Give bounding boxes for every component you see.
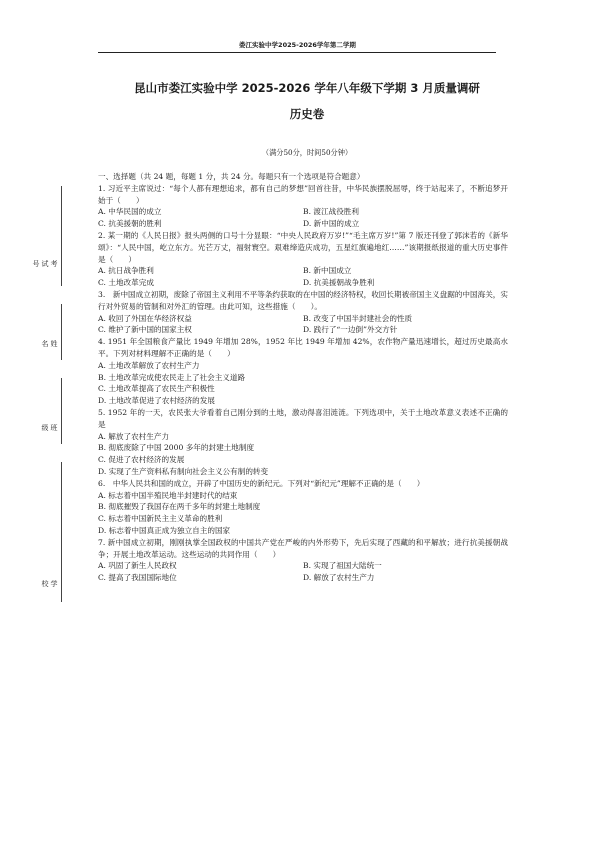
question-5 xyxy=(98,407,508,478)
option-c[interactable]: C. 抗美援朝的胜利 xyxy=(98,219,162,229)
exam-title: 昆山市娄江实验中学 2025-2026 学年八年级下学期 3 月质量调研 xyxy=(134,81,480,95)
option-a[interactable]: A. 巩固了新生人民政权 xyxy=(98,561,177,571)
question-options xyxy=(98,265,508,289)
question-2 xyxy=(98,230,508,289)
option-c[interactable]: C. 提高了我国国际地位 xyxy=(98,573,177,583)
question-stem: 7. 新中国成立初期，刚刚执掌全国政权的中国共产党在严峻的内外形势下，先后实现了西藏的和平解放；进行抗美援朝战争；开展土地改革运动。这些运动的共同作用（ ） xyxy=(98,537,508,559)
question-stem: 5. 1952 年的一天，农民张大爷看着自己刚分到的土地，激动得喜泪涟涟。下列选项中，关于土地改革意义表述不正确的是 xyxy=(98,407,508,429)
section-heading: 一、选择题（共 24 题，每题 1 分，共 24 分。每题只有一个选项是符合题意） xyxy=(98,172,365,181)
option-c[interactable]: C. 土地改革提高了农民生产积极性 xyxy=(98,384,215,394)
question-1 xyxy=(98,183,508,230)
option-b[interactable]: B. 新中国成立 xyxy=(303,266,352,276)
question-options xyxy=(98,206,508,230)
option-b[interactable]: B. 改变了中国半封建社会的性质 xyxy=(303,313,413,323)
question-4 xyxy=(98,336,508,407)
question-options xyxy=(98,313,508,337)
question-stem: 6. 中华人民共和国的成立，开辟了中国历史的新纪元。下列对“新纪元”理解不正确的是（ ） xyxy=(98,478,425,488)
option-d[interactable]: D. 实现了生产资料私有制向社会主义公有制的转变 xyxy=(98,466,269,476)
option-c[interactable]: C. 土地改革完成 xyxy=(98,278,154,288)
school-label: 学校 xyxy=(41,580,58,587)
option-d[interactable]: D. 践行了“一边倒”外交方针 xyxy=(303,325,398,335)
option-c[interactable]: C. 标志着中国新民主主义革命的胜利 xyxy=(98,514,223,524)
question-stem: 1. 习近平主席说过：“每个人都有理想追求，都有自己的梦想”回首往昔，中华民族摆脱屈辱，终于站起来了，不断追梦开始于（ ） xyxy=(98,183,508,205)
school-blank[interactable] xyxy=(61,462,62,602)
class-blank[interactable] xyxy=(61,378,62,444)
question-options xyxy=(98,431,508,478)
question-stem: 3. 新中国成立初期，废除了帝国主义利用不平等条约获取的在中国的经济特权，收回长期被帝国主义盘踞的中国海关，实行对外贸易的管制和对外汇的管理。由此可知，这些措施（ ）。 xyxy=(98,289,508,311)
option-a[interactable]: A. 抗日战争胜利 xyxy=(98,266,154,276)
option-d[interactable]: D. 抗美援朝战争胜利 xyxy=(303,278,375,288)
option-d[interactable]: D. 新中国的成立 xyxy=(303,219,360,229)
option-d[interactable]: D. 标志着中国真正成为独立自主的国家 xyxy=(98,525,231,535)
option-c[interactable]: C. 促进了农村经济的发展 xyxy=(98,455,185,465)
question-options xyxy=(98,490,508,537)
running-header: 娄江实验中学2025-2026学年第二学期 xyxy=(239,41,356,49)
question-stem: 2. 某一期的《人民日报》报头两侧的口号十分显眼：“中央人民政府万岁!”“毛主席万岁!”第 7 版还刊登了郭沫若的《新华颂》：“人民中国，屹立东方。光芒万丈，福射寰空。艰难缔造庆成功，五星红旗遍地红……”该期报纸报道的重大历史事件是（ ） xyxy=(98,230,508,264)
option-a[interactable]: A. 解放了农村生产力 xyxy=(98,431,170,441)
option-a[interactable]: A. 中华民国的成立 xyxy=(98,207,162,217)
question-options xyxy=(98,560,508,584)
student-info-strip xyxy=(32,186,70,626)
question-options xyxy=(98,360,508,407)
name-blank[interactable] xyxy=(61,304,62,360)
question-7 xyxy=(98,537,508,584)
option-a[interactable]: A. 土地改革解放了农村生产力 xyxy=(98,360,200,370)
option-b[interactable]: B. 彻底废除了中国 2000 多年的封建土地制度 xyxy=(98,443,255,453)
exam-subtitle: 历史卷 xyxy=(289,107,325,121)
name-label: 姓名 xyxy=(41,340,58,347)
option-b[interactable]: B. 彻底摧毁了我国存在两千多年的封建土地制度 xyxy=(98,502,261,512)
option-c[interactable]: C. 维护了新中国的国家主权 xyxy=(98,325,192,335)
question-content xyxy=(98,171,508,584)
option-b[interactable]: B. 渡江战役胜利 xyxy=(303,207,359,217)
option-a[interactable]: A. 收回了外国在华经济权益 xyxy=(98,313,192,323)
option-b[interactable]: B. 土地改革完成使农民走上了社会主义道路 xyxy=(98,372,246,382)
class-label: 班级 xyxy=(41,424,58,431)
question-3 xyxy=(98,289,508,336)
header-rule xyxy=(98,52,496,53)
question-stem: 4. 1951 年全国粮食产量比 1949 年增加 28%，1952 年比 1949 年增加 42%，农作物产量迅速增长，超过历史最高水平。下列对材料理解不正确的是（ ） xyxy=(98,337,508,358)
option-d[interactable]: D. 土地改革促进了农村经济的发展 xyxy=(98,396,215,406)
exam-number-blank[interactable] xyxy=(61,186,62,286)
exam-info: （满分50分，时间50分钟） xyxy=(261,148,353,157)
option-d[interactable]: D. 解放了农村生产力 xyxy=(303,573,375,583)
option-b[interactable]: B. 实现了祖国大陆统一 xyxy=(303,561,382,571)
option-a[interactable]: A. 标志着中国半殖民地半封建时代的结束 xyxy=(98,490,238,500)
exam-number-label: 考试号 xyxy=(32,260,58,267)
question-6 xyxy=(98,478,508,537)
